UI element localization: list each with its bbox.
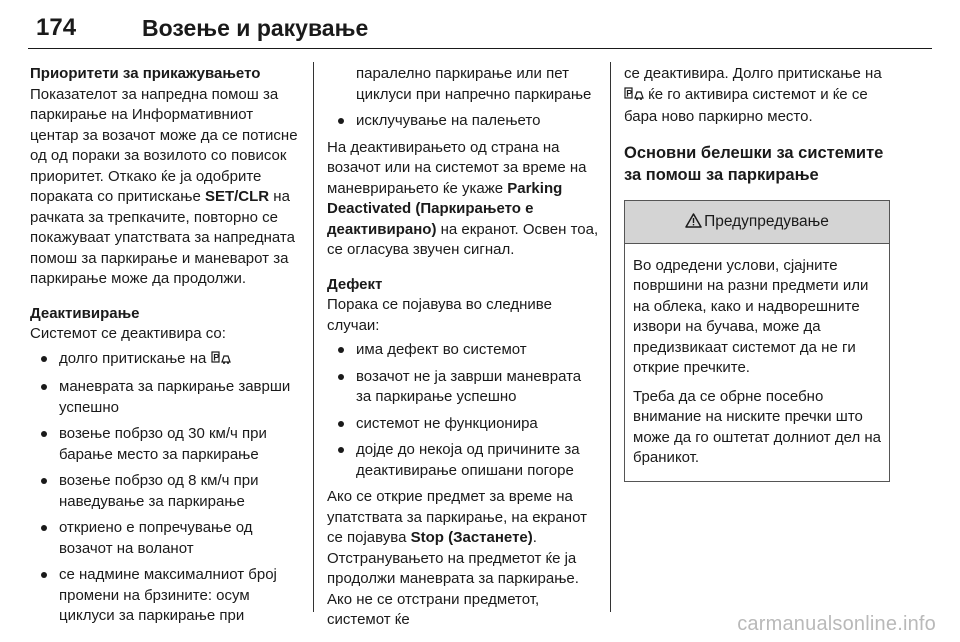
list-item-continued: паралелно паркирање или пет циклуси при напречно паркирање xyxy=(356,65,592,103)
column-1 xyxy=(30,64,303,633)
warning-icon xyxy=(685,213,704,230)
priority-paragraph: Показателот за напредна помош за паркирање на Информативниот центар за возачот може да се потисне од од пораки за возилото со повисок приоритет. Откако ќе ја одобрите пораката со притискање SET/CLR на рачката за трепкачите, повторно се покажуваат упатствата за напредната помош за паркирање и маневарот за паркирање може да продолжи. xyxy=(30,85,298,287)
warning-text-2: Треба да се обрне посебно внимание на ниските пречки што може да го оштетат долниот дел на браникот. xyxy=(633,387,881,466)
list-item: возачот не ја заврши маневрата за паркирање успешно xyxy=(327,367,599,408)
list-item: има дефект во системот xyxy=(327,340,599,361)
list-item: долго притискање на P xyxy=(30,349,303,372)
svg-text:P: P xyxy=(212,352,219,362)
deactivation-list xyxy=(30,349,303,627)
park-assist-icon xyxy=(624,87,644,108)
fault-list xyxy=(327,340,599,481)
set-clr-label: SET/CLR xyxy=(204,188,270,205)
warning-header xyxy=(625,201,889,244)
priority-heading: Приоритети за прикажувањето xyxy=(30,65,261,82)
fault-intro: Порака се појавува во следниве случаи: xyxy=(327,296,552,334)
reactivation-paragraph: се деактивира. Долго притискање на P ќе го активира системот и ќе се бара ново паркирно место. xyxy=(624,65,882,125)
warning-body xyxy=(625,244,889,481)
list-item: маневрата за паркирање заврши успешно xyxy=(30,377,303,418)
object-detection-paragraph: Ако се открие предмет за време на упатствата за паркирање, на екранот се појавува Stop (Застанете). Отстранувањето на предметот ќе ја продолжи маневрата за паркирање. Ако не се отстрани предметот, системот ќе xyxy=(327,488,587,628)
column-2 xyxy=(327,64,599,631)
list-item: возење побрзо од 8 км/ч при наведување за паркирање xyxy=(30,471,303,512)
warning-box xyxy=(624,200,890,482)
fault-heading: Дефект xyxy=(327,275,383,293)
warning-text-1: Во одредени услови, сјајните површини на разни предмети или на облека, како и надворешните извори на бучава, може да предизвикаат системот да не ги открие пречките. xyxy=(633,256,869,376)
list-item: откриено е попречување од возачот на воланот xyxy=(30,518,303,559)
column-3 xyxy=(624,64,890,482)
svg-text:P: P xyxy=(626,88,633,98)
deactivation-intro: Системот се деактивира со: xyxy=(30,325,226,342)
basic-notes-heading: Основни белешки за системите за помош за паркирање xyxy=(624,143,884,184)
page-header xyxy=(28,12,932,49)
page-number: 174 xyxy=(36,14,77,41)
deactivation-heading: Деактивирање xyxy=(30,304,140,322)
column-divider xyxy=(610,62,611,612)
list-item: исклучување на палењето xyxy=(327,111,599,132)
column-divider xyxy=(313,62,314,612)
stop-label: Stop (Застанете) xyxy=(410,529,533,546)
warning-title: Предупредување xyxy=(704,212,829,230)
watermark: carmanualsonline.info xyxy=(737,613,936,635)
deactivation-list-cont xyxy=(327,111,599,132)
park-assist-icon xyxy=(211,351,231,372)
list-item: возење побрзо од 30 км/ч при барање место за паркирање xyxy=(30,424,303,465)
parking-deactivated-label: Parking Deactivated (Паркирањето е деактивирано) xyxy=(327,179,563,238)
list-item: се надмине максималниот број промени на брзините: осум циклуси за паркирање при xyxy=(30,565,303,627)
deactivation-message-paragraph: На деактивирањето од страна на возачот или на системот за време на маневрирањето ќе укаже Parking Deactivated (Паркирањето е деактивирано) на екранот. Освен тоа, се огласува звучен сигнал. xyxy=(327,138,599,258)
chapter-title: Возење и ракување xyxy=(142,15,369,41)
list-item: дојде до некоја од причините за деактивирање опишани погоре xyxy=(327,440,599,481)
list-item: системот не функционира xyxy=(327,414,599,435)
